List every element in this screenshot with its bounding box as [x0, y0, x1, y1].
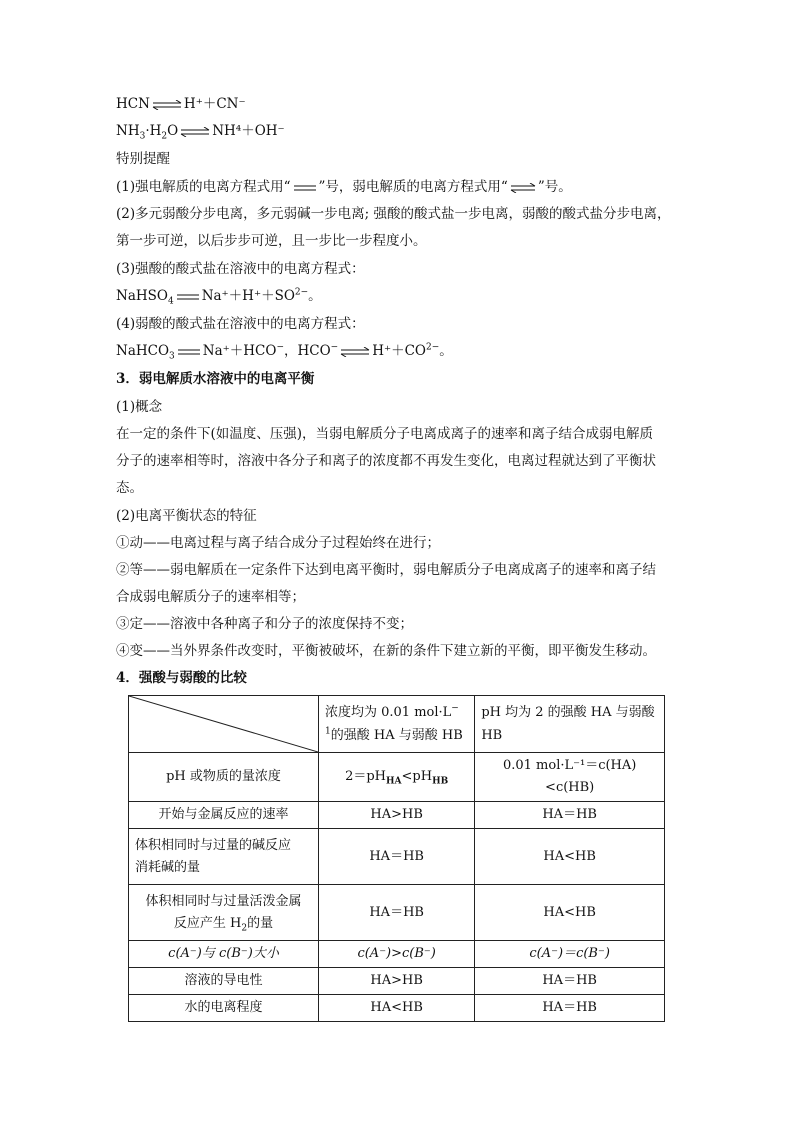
label-text: 反应产生 H [173, 915, 242, 931]
eq-text: ，HCO [283, 343, 331, 359]
header-text: 浓度均为 0.01 mol·L [325, 705, 452, 720]
cell-sub: HB [432, 776, 449, 787]
cell-text: <pH [401, 769, 433, 784]
row-label: c(A⁻)与 c(B⁻)大小 [129, 941, 319, 968]
cell-concentration [319, 753, 475, 802]
equation-hcn [116, 94, 246, 114]
header-sup: − [451, 703, 459, 714]
cell-concentration: HA＝HB [319, 885, 475, 941]
comparison-table [128, 695, 665, 1022]
cell-concentration: HA＝HB [319, 829, 475, 885]
header-text: 的强酸 HA 与弱酸 HB [330, 728, 463, 743]
table-row [129, 968, 665, 995]
cell-sub: HA [386, 776, 402, 787]
cell-ph: HA<HB [475, 829, 665, 885]
eq-sup: − [276, 342, 284, 353]
eq-text: 。 [308, 288, 322, 304]
equation-nahco3 [116, 341, 453, 361]
equals-sign-icon [293, 183, 317, 193]
feature-2-line2: 合成弱电解质分子的速率相等； [116, 589, 305, 605]
eq-sub: 3 [139, 131, 146, 142]
section-3-heading: 3．弱电解质水溶液中的电离平衡 [116, 371, 315, 387]
eq-sup: 2− [426, 342, 440, 353]
equals-sign-icon [177, 347, 201, 357]
concept-para-line3: 态。 [116, 480, 143, 496]
cell-text: 2＝pH [345, 769, 387, 784]
row-label: 溶液的导电性 [129, 968, 319, 995]
equals-sign-icon [176, 292, 200, 302]
eq-text: Na⁺＋H⁺＋SO [201, 288, 295, 304]
cell-ph: HA＝HB [475, 995, 665, 1022]
eq-right: H⁺＋CN⁻ [183, 96, 246, 112]
equation-nh3 [116, 121, 285, 141]
eq-sub: 4 [167, 296, 174, 307]
cell-ph: HA＝HB [475, 802, 665, 829]
cell-ph: HA<HB [475, 885, 665, 941]
eq-text: NaHSO [116, 288, 168, 304]
label-sub: 2 [241, 923, 248, 934]
row-label [129, 885, 319, 941]
tip-2-line1: (2)多元弱酸分步电离，多元弱碱一步电离; 强酸的酸式盐一步电离，弱酸的酸式盐分步电离， [116, 206, 671, 222]
cell-concentration: HA>HB [319, 802, 475, 829]
diagonal-line [129, 696, 318, 752]
label-text: 消耗碱的量 [135, 859, 201, 875]
row-label: 水的电离程度 [129, 995, 319, 1022]
eq-left: HCN [116, 96, 150, 112]
concept-para-line2: 分子的速率相等时，溶液中各分子和离子的浓度都不再发生变化，电离过程就达到了平衡状 [116, 453, 656, 469]
reversible-arrow-icon [340, 347, 370, 357]
table-row [129, 941, 665, 968]
reversible-arrow-icon [152, 100, 182, 110]
column-header-ph [475, 696, 665, 753]
tip-text: ”号，弱电解质的电离方程式用“ [318, 179, 508, 195]
eq-sup: 2− [294, 287, 309, 298]
eq-text: Na⁺＋HCO [202, 343, 277, 359]
diagonal-header-cell [129, 696, 319, 753]
equation-nahso4 [116, 286, 322, 306]
concept-heading: (1)概念 [116, 399, 163, 415]
tip-4: (4)弱酸的酸式盐在溶液中的电离方程式： [116, 316, 365, 332]
table-row [129, 995, 665, 1022]
table-header-row [129, 696, 665, 753]
cell-ph: HA＝HB [475, 968, 665, 995]
column-header-concentration [319, 696, 475, 753]
feature-1: ①动——电离过程与离子结合成分子过程始终在进行； [116, 535, 440, 551]
cell-ph: c(A⁻)＝c(B⁻) [475, 941, 665, 968]
features-heading: (2)电离平衡状态的特征 [116, 508, 257, 524]
feature-4: ④变——当外界条件改变时，平衡被破坏，在新的条件下建立新的平衡，即平衡发生移动。 [116, 643, 656, 659]
tip-1 [116, 177, 572, 197]
eq-text: H⁺＋CO [372, 343, 426, 359]
concept-para-line1: 在一定的条件下(如温度、压强)，当弱电解质分子电离成离子的速率和离子结合成弱电解质 [116, 426, 654, 442]
row-label: 开始与金属反应的速率 [129, 802, 319, 829]
table-row [129, 829, 665, 885]
label-text: 的量 [247, 915, 274, 931]
header-text: pH 均为 2 的强酸 HA 与弱酸 [481, 705, 655, 720]
cell-concentration: HA>HB [319, 968, 475, 995]
tip-text: (1)强电解质的电离方程式用“ [116, 179, 291, 195]
eq-right: NH⁴＋OH⁻ [212, 123, 285, 139]
tips-title: 特别提醒 [116, 151, 170, 167]
table-row [129, 753, 665, 802]
table-row [129, 802, 665, 829]
tip-text: ”号。 [537, 179, 572, 195]
eq-text: ·H [145, 123, 162, 139]
row-label [129, 829, 319, 885]
eq-text: NaHCO [116, 343, 170, 359]
eq-text: NH [116, 123, 140, 139]
feature-2-line1: ②等——弱电解质在一定条件下达到电离平衡时，弱电解质分子电离成离子的速率和离子结 [116, 562, 656, 578]
cell-concentration: HA<HB [319, 995, 475, 1022]
eq-sub: 3 [169, 351, 175, 362]
eq-sub: 2 [161, 131, 168, 142]
header-text: HB [481, 728, 503, 743]
label-text: 体积相同时与过量的碱反应 [135, 837, 292, 853]
tip-2-line2: 第一步可逆，以后步步可逆，且一步比一步程度小。 [116, 233, 427, 249]
feature-3: ③定——溶液中各种离子和分子的浓度保持不变； [116, 616, 413, 632]
label-text: 体积相同时与过量活泼金属 [145, 893, 302, 909]
reversible-arrow-icon [510, 183, 536, 193]
eq-sup: − [330, 342, 339, 353]
table-row [129, 885, 665, 941]
reversible-arrow-icon [180, 127, 210, 137]
eq-text: O [167, 123, 179, 139]
row-label: pH 或物质的量浓度 [129, 753, 319, 802]
eq-text: 。 [439, 343, 453, 359]
cell-ph: 0.01 mol·L⁻¹＝c(HA)<c(HB) [475, 753, 665, 802]
tip-3: (3)强酸的酸式盐在溶液中的电离方程式： [116, 261, 365, 277]
cell-concentration: c(A⁻)>c(B⁻) [319, 941, 475, 968]
header-sup: 1 [325, 726, 331, 737]
section-4-heading: 4．强酸与弱酸的比较 [116, 670, 247, 686]
